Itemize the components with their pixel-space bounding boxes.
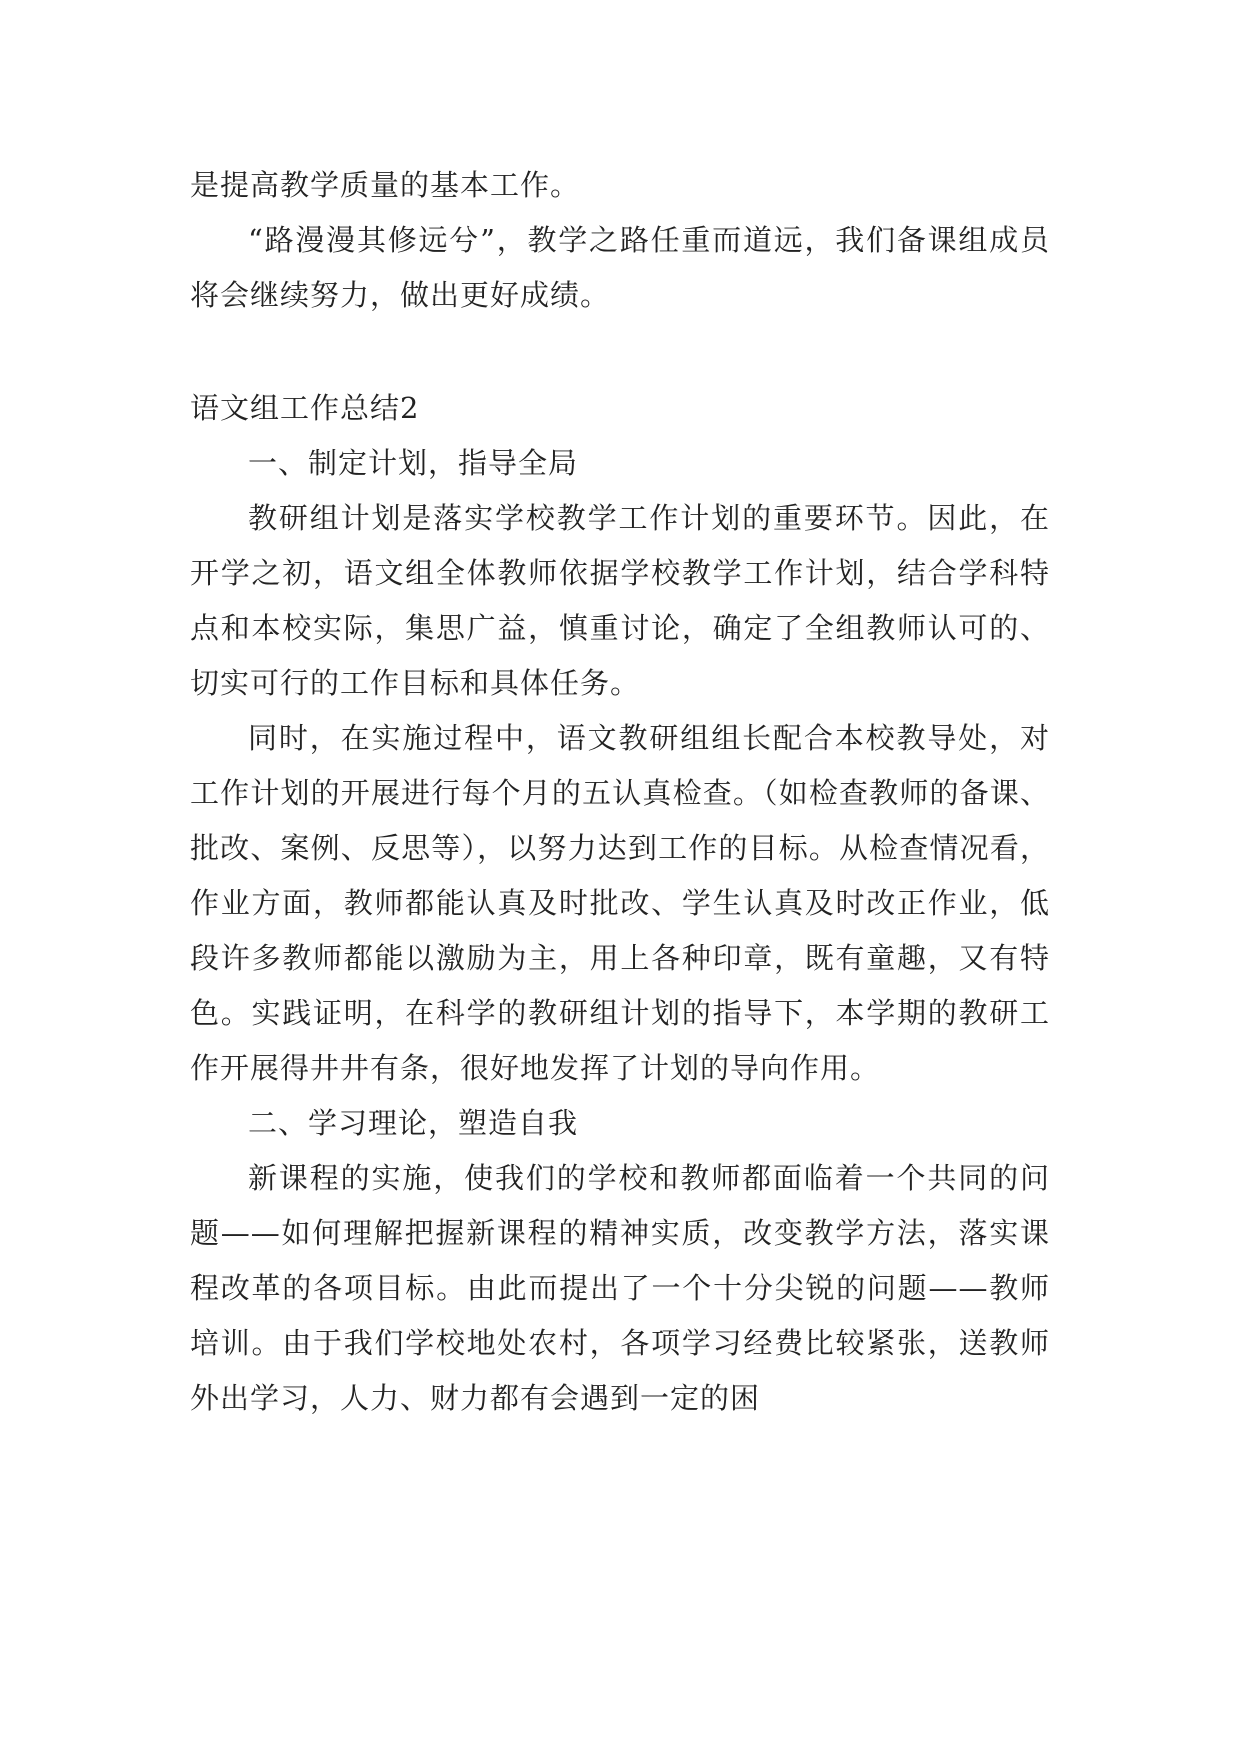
- section-title: 语文组工作总结2: [190, 391, 420, 425]
- heading-plan: 一、制定计划，指导全局: [248, 446, 579, 480]
- paragraph-plan-implementation: 同时，在实施过程中，语文教研组组长配合本校教导处，对工作计划的开展进行每个月的五认真检查。（如检查教师的备课、批改、案例、反思等），以努力达到工作的目标。从检查情况看，作业方面，教师都能认真及时批改、学生认真及时改正作业，低段许多教师都能以激励为主，用上各种印章，既有童趣，又有特色。实践证明，在科学的教研组计划的指导下，本学期的教研工作开展得井井有条，很好地发挥了计划的导向作用。: [190, 721, 1050, 1085]
- paragraph-closing-quote: “路漫漫其修远兮”，教学之路任重而道远，我们备课组成员将会继续努力，做出更好成绩。: [190, 223, 1050, 312]
- document-body: [190, 158, 1050, 1426]
- heading-theory: 二、学习理论，塑造自我: [248, 1106, 579, 1140]
- paragraph-continuation: 是提高教学质量的基本工作。: [190, 168, 581, 202]
- paragraph-theory: 新课程的实施，使我们的学校和教师都面临着一个共同的问题——如何理解把握新课程的精神实质，改变教学方法，落实课程改革的各项目标。由此而提出了一个十分尖锐的问题——教师培训。由于我们学校地处农村，各项学习经费比较紧张，送教师外出学习，人力、财力都有会遇到一定的困: [190, 1161, 1050, 1415]
- paragraph-plan-intro: 教研组计划是落实学校教学工作计划的重要环节。因此，在开学之初，语文组全体教师依据学校教学工作计划，结合学科特点和本校实际，集思广益，慎重讨论，确定了全组教师认可的、切实可行的工作目标和具体任务。: [190, 501, 1050, 700]
